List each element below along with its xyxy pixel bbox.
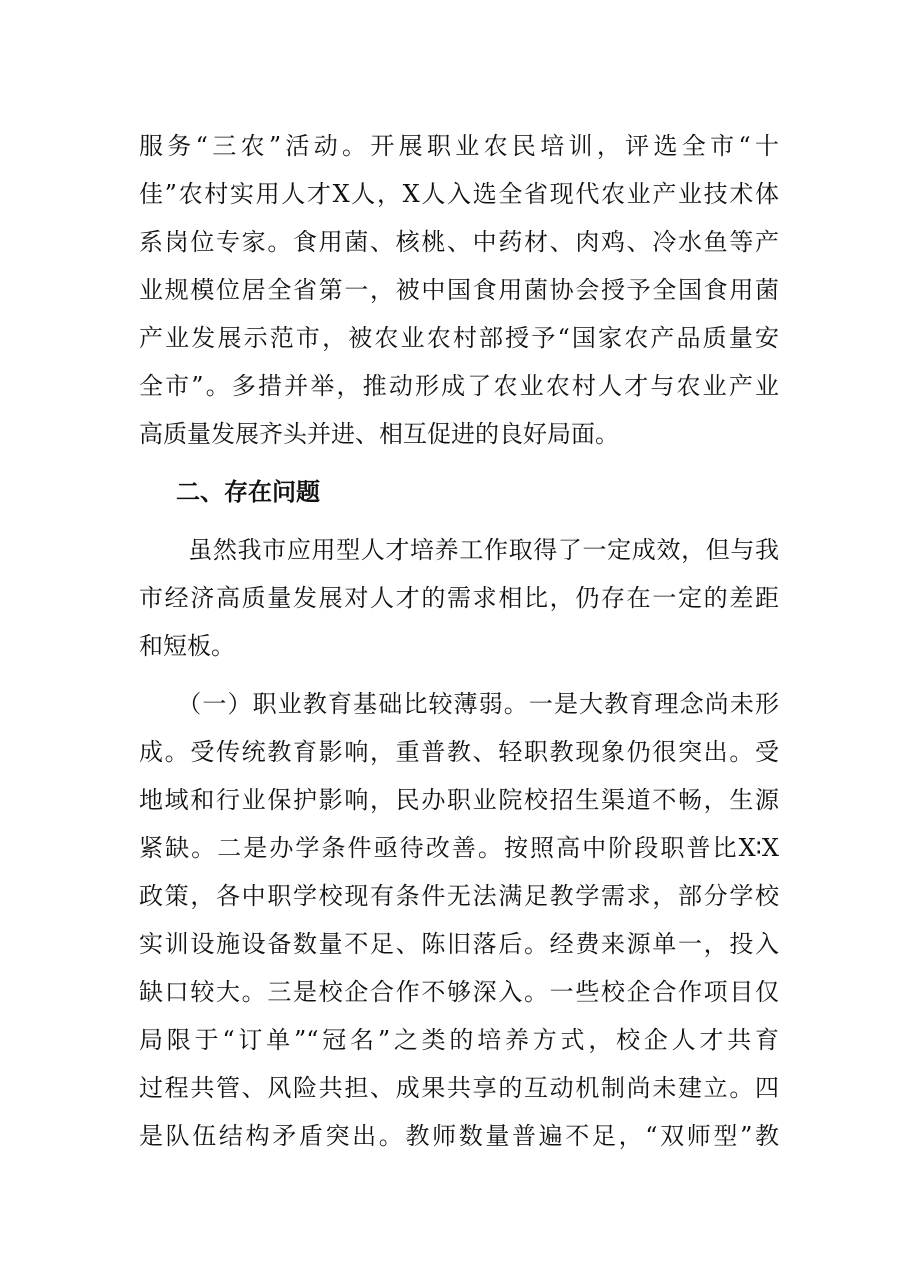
paragraph-line: 成。受传统教育影响，重普教、轻职教现象仍很突出。受: [139, 738, 779, 766]
paragraph-line: （一）职业教育基础比较薄弱。一是大教育理念尚未形: [139, 690, 779, 718]
paragraph-line: 实训设施设备数量不足、陈旧落后。经费来源单一，投入: [139, 930, 779, 958]
paragraph-line: 是队伍结构矛盾突出。教师数量普遍不足，“双师型”教: [139, 1122, 779, 1150]
paragraph-line: 紧缺。二是办学条件亟待改善。按照高中阶段职普比X∶X: [139, 834, 779, 862]
paragraph-line: 政策，各中职学校现有条件无法满足教学需求，部分学校: [139, 882, 779, 910]
section-heading: 二、存在问题: [176, 478, 320, 506]
paragraph-line: 和短板。: [139, 632, 235, 660]
paragraph-line: 佳”农村实用人才X人，X人入选全省现代农业产业技术体: [139, 180, 779, 208]
paragraph-line: 服务“三农”活动。开展职业农民培训，评选全市“十: [139, 132, 779, 160]
paragraph-line: 产业发展示范市，被农业农村部授予“国家农产品质量安: [139, 324, 779, 352]
paragraph-line: 局限于“订单”“冠名”之类的培养方式，校企人才共育: [139, 1026, 779, 1054]
paragraph-line: 地域和行业保护影响，民办职业院校招生渠道不畅，生源: [139, 786, 779, 814]
paragraph-line: 过程共管、风险共担、成果共享的互动机制尚未建立。四: [139, 1074, 779, 1102]
paragraph-line: 高质量发展齐头并进、相互促进的良好局面。: [139, 420, 619, 448]
paragraph-line: 系岗位专家。食用菌、核桃、中药材、肉鸡、冷水鱼等产: [139, 228, 779, 256]
paragraph-line: 全市”。多措并举，推动形成了农业农村人才与农业产业: [139, 372, 779, 400]
paragraph-line: 缺口较大。三是校企合作不够深入。一些校企合作项目仅: [139, 978, 779, 1006]
paragraph-line: 虽然我市应用型人才培养工作取得了一定成效，但与我: [139, 536, 779, 564]
paragraph-line: 市经济高质量发展对人才的需求相比，仍存在一定的差距: [139, 584, 779, 612]
paragraph-line: 业规模位居全省第一，被中国食用菌协会授予全国食用菌: [139, 276, 779, 304]
